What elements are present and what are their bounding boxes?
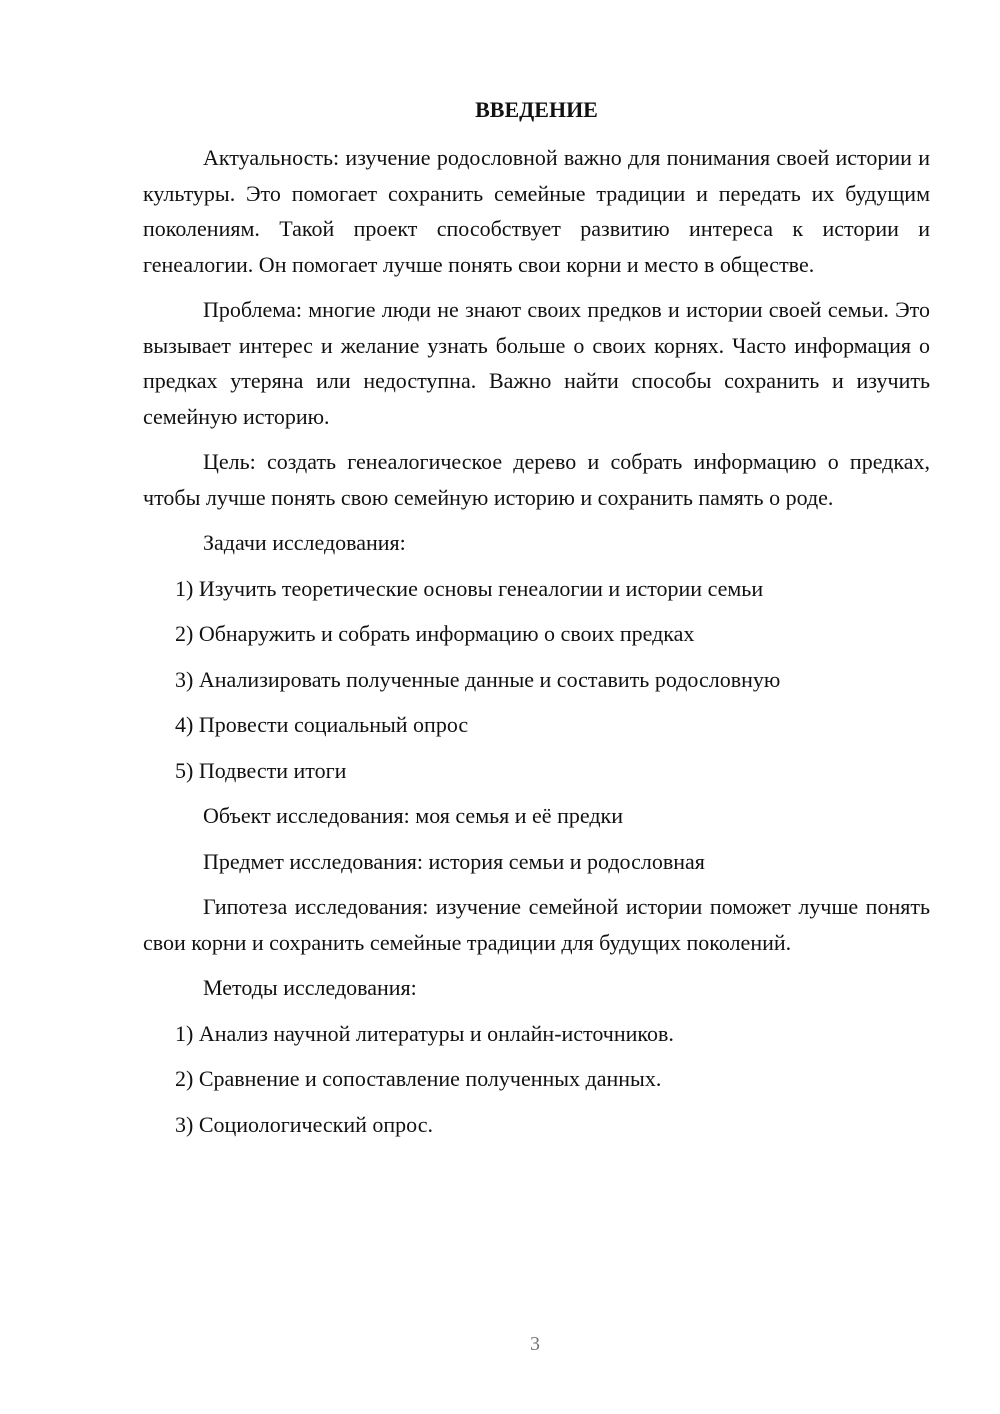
list-item: 2) Обнаружить и собрать информацию о своих предках (175, 621, 695, 646)
section-heading: ВВЕДЕНИЕ (475, 97, 598, 122)
list-item: 3) Анализировать полученные данные и составить родословную (175, 666, 781, 692)
list-item: 3) Социологический опрос. (175, 1111, 433, 1137)
research-subject: Предмет исследования: история семьи и родословная (203, 848, 705, 874)
tasks-title: Задачи исследования: (203, 530, 406, 555)
problem-paragraph: Проблема: многие люди не знают своих предков и истории своей семьи. Это вызывает интерес и желание узнать больше о своих корнях. Часто информация о предках утеряна или недоступна. Важно найти способы сохранить и изучить семейную историю. (143, 297, 930, 429)
methods-title: Методы исследования: (203, 975, 417, 1000)
hypothesis-paragraph: Гипотеза исследования: изучение семейной истории поможет лучше понять свои корни и сохранить семейные традиции для будущих поколений. (143, 894, 930, 955)
research-object: Объект исследования: моя семья и её предки (203, 803, 623, 828)
tasks-list (143, 571, 930, 789)
list-item: 5) Подвести итоги (175, 757, 347, 783)
relevance-paragraph: Актуальность: изучение родословной важно для понимания своей истории и культуры. Это помогает сохранить семейные традиции и передать их будущим поколениям. Такой проект способствует развитию интереса к истории и генеалогии. Он помогает лучше понять свои корни и место в обществе. (143, 145, 930, 277)
list-item: 1) Анализ научной литературы и онлайн-источников. (175, 1020, 674, 1046)
list-item: 1) Изучить теоретические основы генеалогии и истории семьи (175, 575, 764, 601)
list-item: 4) Провести социальный опрос (175, 712, 469, 737)
page-number: 3 (530, 1333, 540, 1355)
list-item: 2) Сравнение и сопоставление полученных данных. (175, 1066, 662, 1091)
goal-paragraph: Цель: создать генеалогическое дерево и собрать информацию о предках, чтобы лучше понять свою семейную историю и сохранить память о роде. (143, 449, 930, 510)
methods-list (143, 1016, 930, 1143)
